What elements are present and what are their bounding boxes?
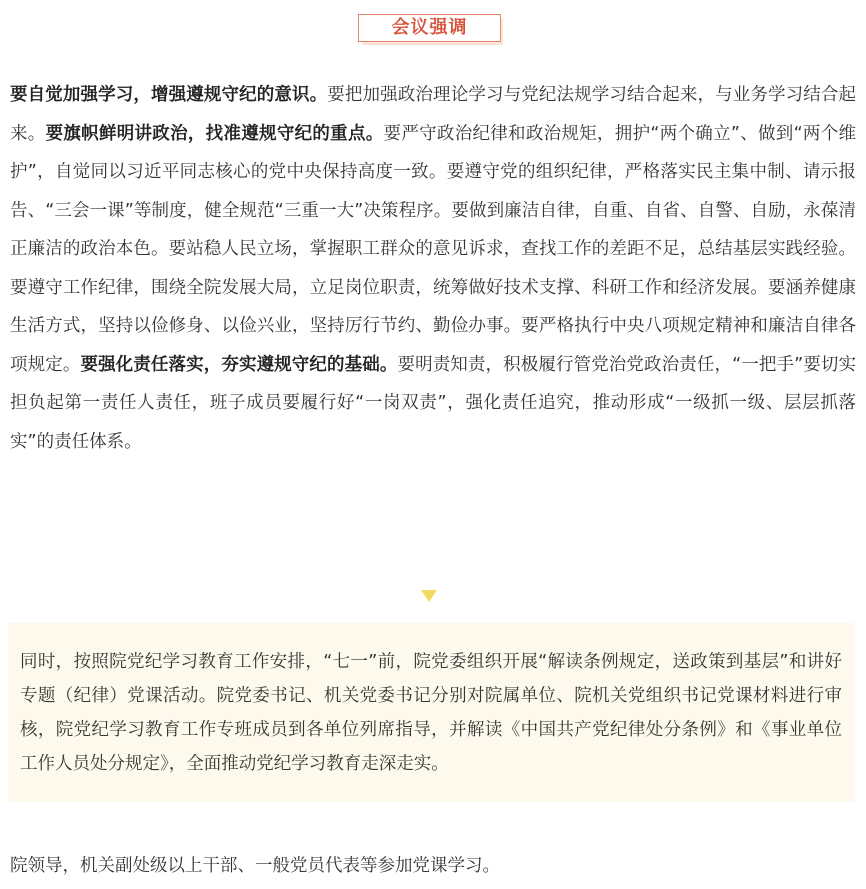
note-box <box>8 623 854 802</box>
note-paragraph: 同时，按照院党纪学习教育工作安排，“七一”前，院党委组织开展“解读条例规定，送政策到基层”和讲好专题（纪律）党课活动。院党委书记、机关党委书记分别对院属单位、院机关党组织书记党课材料进行审核，院党纪学习教育工作专班成员到各单位列席指导，并解读《中国共产党纪律处分条例》和《事业单位工作人员处分规定》，全面推动党纪学习教育走深走实。 <box>20 652 842 774</box>
main-paragraph <box>10 76 856 461</box>
key-point-1-detail: 要把加强政治理论学习与党纪法规学习结合起来，与业务学习结合起来。 <box>10 85 856 144</box>
key-point-2: 要旗帜鲜明讲政治，找准遵规守纪的重点。 <box>45 123 384 144</box>
key-point-2-detail: 要严守政治纪律和政治规矩，拥护“两个确立”、做到“两个维护”，自觉同以习近平同志核心的党中央保持高度一致。要遵守党的组织纪律，严格落实民主集中制、请示报告、“三会一课”等制度，健全规范“三重一大”决策程序。要做到廉洁自律，自重、自省、自警、自励，永葆清正廉洁的政治本色。要站稳人民立场，掌握职工群众的意见诉求，查找工作的差距不足，总结基层实践经验。要遵守工作纪律，围绕全院发展大局，立足岗位职责，统筹做好技术支撑、科研工作和经济发展。要涵养健康生活方式，坚持以俭修身、以俭兴业，坚持厉行节约、勤俭办事。要严格执行中央八项规定精神和廉洁自律各项规定。 <box>10 123 857 375</box>
section-title: 会议强调 <box>391 17 468 38</box>
down-triangle-icon <box>421 590 437 602</box>
key-point-3: 要强化责任落实，夯实遵规守纪的基础。 <box>80 354 398 375</box>
section-title-badge <box>358 14 501 46</box>
key-point-1: 要自觉加强学习，增强遵规守纪的意识。 <box>10 85 328 105</box>
key-point-3-detail: 要明责知责，积极履行管党治党政治责任，“一把手”要切实担负起第一责任人责任，班子成员要履行好“一岗双责”，强化责任追究，推动形成“一级抓一级、层层抓落实”的责任体系。 <box>10 354 857 452</box>
footer-paragraph: 院领导，机关副处级以上干部、一般党员代表等参加党课学习。 <box>10 856 500 876</box>
